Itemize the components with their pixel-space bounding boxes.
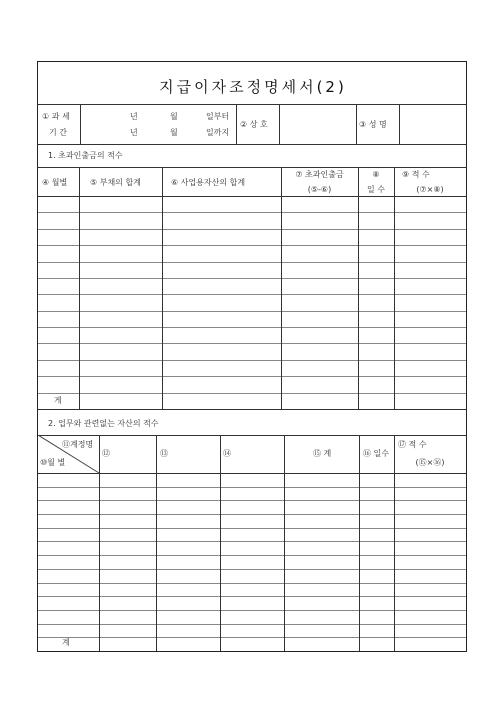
table-row [38, 541, 466, 542]
section2-table-top [38, 435, 466, 436]
header-top-line [38, 104, 466, 105]
section2-header-bottom [38, 473, 466, 474]
header-divider [236, 104, 237, 144]
section2-col-line [156, 435, 157, 651]
table-row [38, 343, 466, 344]
table-row [38, 245, 466, 246]
col-month: ④ 월별 [42, 178, 68, 187]
table-row [38, 212, 466, 213]
table-row [38, 610, 466, 611]
col-account-name: ⑪계정명 [62, 440, 94, 449]
section1-table-top [38, 167, 466, 168]
col-12: ⑫ [102, 449, 110, 458]
table-row [38, 596, 466, 597]
col-month: ⑩월 별 [40, 458, 66, 467]
table-row [38, 637, 466, 638]
section1-total-label: 게 [54, 396, 62, 405]
section2-col-line [220, 435, 221, 651]
col-15-total: ⑮ 계 [313, 449, 332, 458]
tax-period-label: 기 간 [49, 128, 67, 137]
col-liabilities: ⑤ 부채의 합계 [90, 178, 141, 187]
from-month: 월 [170, 112, 178, 121]
section2-col-line [359, 435, 360, 651]
section1-table-bottom [38, 409, 466, 410]
col-16-days: ⑯ 일수 [363, 449, 389, 458]
form-title: 지급이자조정명세서(2) [159, 78, 347, 96]
table-row [38, 376, 466, 377]
col-product-formula: (⑦×⑧) [416, 185, 444, 194]
table-row [38, 311, 466, 312]
header-divider [279, 104, 280, 144]
table-row [38, 624, 466, 625]
col-14: ⑭ [223, 449, 231, 458]
header-bottom-line [38, 144, 466, 145]
to-year: 년 [130, 128, 138, 137]
section2-total-label: 계 [62, 638, 70, 647]
table-row [38, 327, 466, 328]
section2-col-line [284, 435, 285, 651]
to-month: 월 [170, 128, 178, 137]
from-day: 일부터 [206, 112, 230, 121]
col-13: ⑬ [160, 449, 168, 458]
col-excess-formula: (⑤-⑥) [307, 185, 332, 194]
company-label: ② 상 호 [240, 120, 268, 129]
name-label: ③ 성 명 [359, 120, 387, 129]
table-row [38, 487, 466, 488]
table-row [38, 514, 466, 515]
from-year: 년 [130, 112, 138, 121]
section1-col-line [394, 167, 395, 409]
section1-col-line [162, 167, 163, 409]
section2-title: 2. 업무와 관련없는 자산의 적수 [48, 419, 159, 428]
col-business-assets: ⑥ 사업용자산의 합계 [171, 178, 246, 187]
header-divider [399, 104, 400, 144]
table-row [38, 294, 466, 295]
section1-col-line [358, 167, 359, 409]
tax-period-label: ① 과 세 [42, 112, 70, 121]
col-excess: ⑦ 초과인출금 [295, 170, 344, 179]
table-row [38, 583, 466, 584]
section1-col-line [79, 167, 80, 409]
to-day: 일까지 [206, 128, 230, 137]
table-row [38, 262, 466, 263]
table-row [38, 500, 466, 501]
table-row [38, 278, 466, 279]
col-product: ⑨ 적 수 [402, 170, 430, 179]
col-17-product: ⑰ 적 수 [398, 440, 427, 449]
col-days: ⑧ [372, 170, 380, 179]
table-row [38, 229, 466, 230]
table-row [38, 555, 466, 556]
header-divider [356, 104, 357, 144]
section1-title: 1. 초과인출금의 적수 [48, 151, 123, 160]
col-days-label: 일 수 [367, 185, 385, 194]
table-row [38, 360, 466, 361]
section1-header-bottom [38, 196, 466, 197]
table-row [38, 528, 466, 529]
section1-col-line [281, 167, 282, 409]
col-17-formula: (⑮×⑯) [415, 458, 445, 467]
form-sheet [37, 61, 467, 652]
header-divider [80, 104, 81, 144]
table-row [38, 393, 466, 394]
table-row [38, 569, 466, 570]
